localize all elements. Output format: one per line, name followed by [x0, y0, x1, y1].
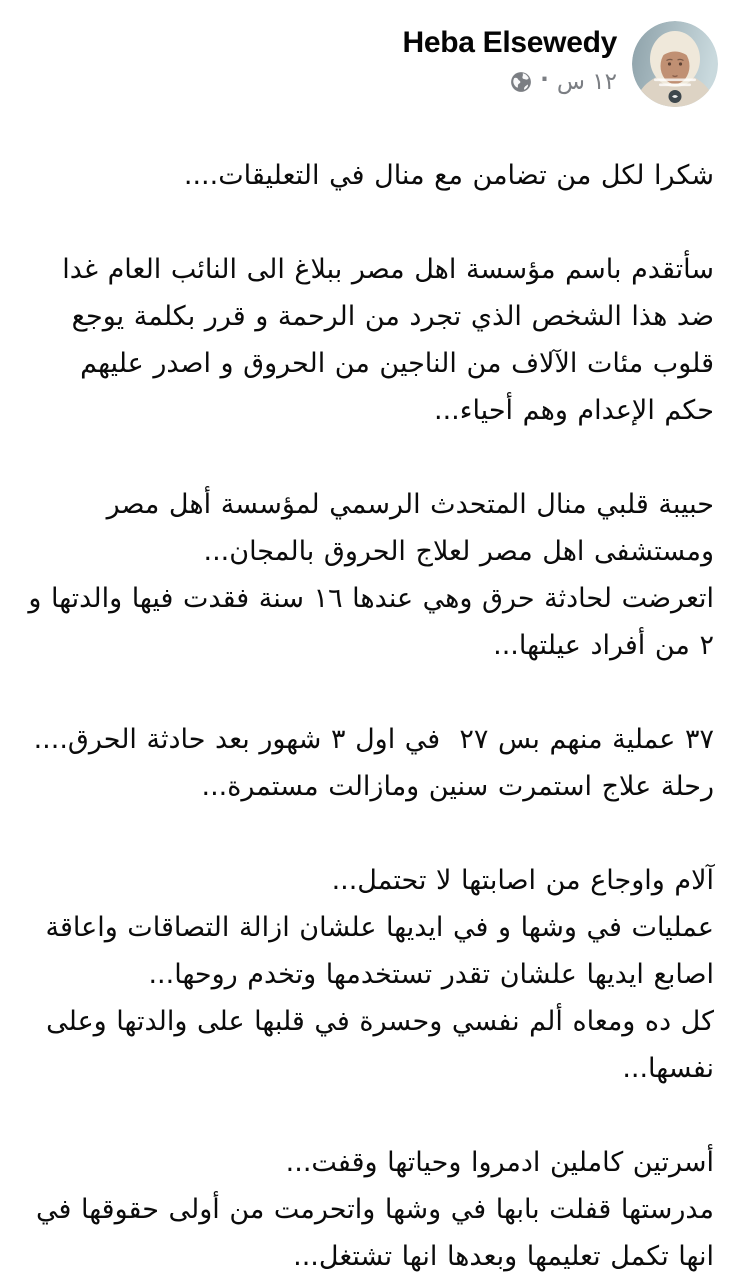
post-meta — [510, 69, 617, 95]
post-paragraph — [26, 152, 714, 199]
post-paragraph — [26, 246, 714, 434]
post-text-line: سأتقدم باسم مؤسسة اهل مصر ببلاغ الى النائب العام غدا ضد هذا الشخص الذي تجرد من الرحمة و قرر بكلمة يوجع قلوب مئات الآلاف من الناجين من الحروق و اصدر عليهم حكم الإعدام وهم أحياء... — [62, 254, 714, 426]
post-text-line: حبيبة قلبي منال المتحدث الرسمي لمؤسسة أهل مصر ومستشفى اهل مصر لعلاج الحروق بالمجان... — [106, 489, 714, 567]
post-text-line: ٣٧ عملية منهم بس ٢٧ في اول ٣ شهور بعد حادثة الحرق.... — [33, 724, 714, 755]
post-text-line: رحلة علاج استمرت سنين ومازالت مستمرة... — [201, 771, 714, 802]
author-name[interactable]: Heba Elsewedy — [402, 26, 617, 59]
post-paragraph — [26, 1139, 714, 1280]
post-paragraph — [26, 716, 714, 810]
post-text — [0, 152, 740, 1280]
post-header — [0, 0, 740, 107]
post-text-line: اتعرضت لحادثة حرق وهي عندها ١٦ سنة فقدت فيها والدتها و ٢ من أفراد عيلتها... — [28, 583, 714, 661]
avatar-photo-woman-hijab-icon — [632, 21, 718, 107]
post-text-line: شكرا لكل من تضامن مع منال في التعليقات.... — [183, 160, 714, 191]
post-text-line: مدرستها قفلت بابها في وشها واتحرمت من أولى حقوقها في انها تكمل تعليمها وبعدها انها تشتغل... — [36, 1194, 714, 1272]
post-text-line: كل ده ومعاه ألم نفسي وحسرة في قلبها على والدتها وعلى نفسها... — [46, 1006, 714, 1084]
post-text-line: آلام واوجاع من اصابتها لا تحتمل... — [331, 865, 714, 896]
timestamp[interactable]: ١٢ س — [556, 69, 617, 95]
globe-icon — [510, 71, 532, 93]
post-paragraph — [26, 481, 714, 669]
post-paragraph — [26, 857, 714, 1092]
meta-separator: · — [540, 67, 549, 93]
post-text-line: عمليات في وشها و في ايديها علشان ازالة التصاقات واعاقة اصابع ايديها علشان تقدر تستخدمها وتخدم روحها... — [45, 912, 714, 990]
avatar[interactable] — [632, 21, 718, 107]
post-header-info — [402, 21, 617, 95]
post-text-line: أسرتين كاملين ادمروا وحياتها وقفت... — [285, 1147, 714, 1178]
